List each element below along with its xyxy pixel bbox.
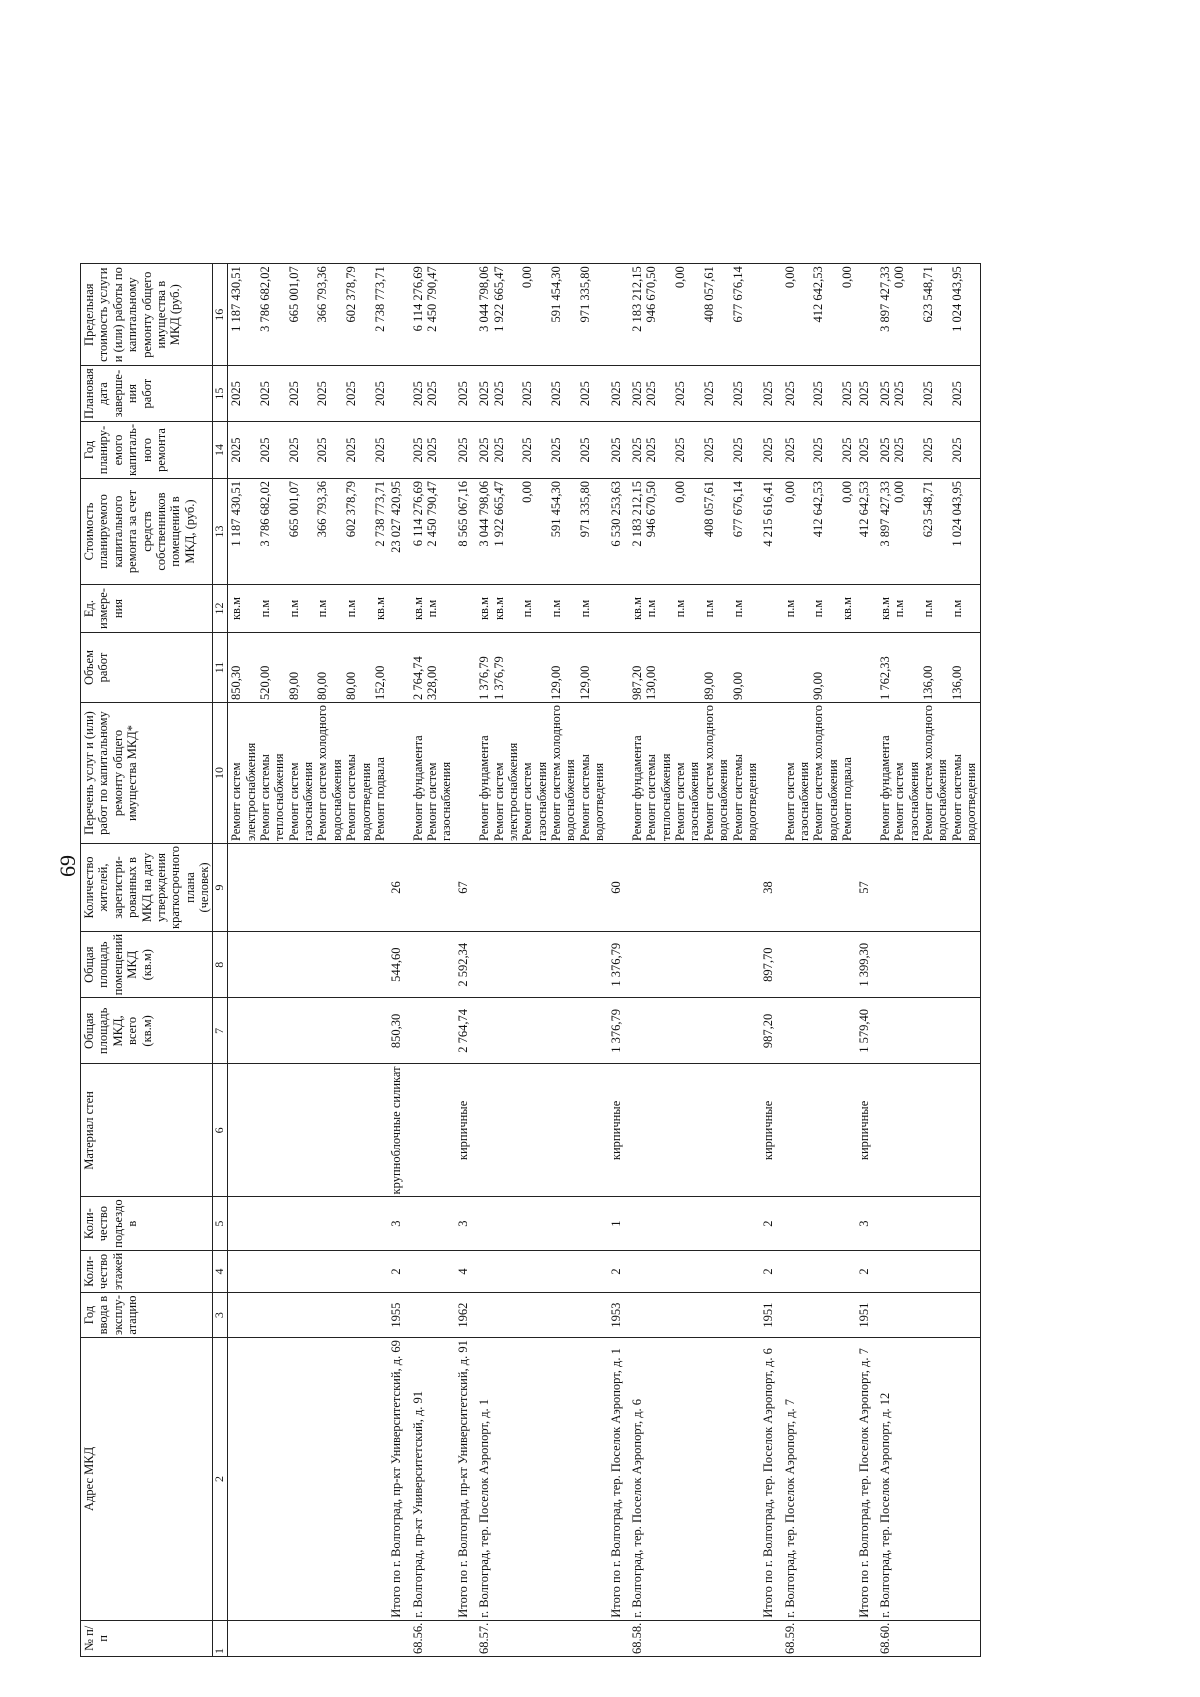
cell-floors	[476, 1250, 607, 1292]
cell-volume: 987,20 130,00 89,00 90,00	[629, 633, 760, 703]
column-header: Количество жителей, зарегистри-рованных в МКД на дату утверждения краткосрочного плана (человек)	[81, 843, 213, 931]
cell-walls: кирпичные	[455, 1064, 476, 1197]
cell-floors: 2	[608, 1250, 629, 1292]
cell-floors: 2	[760, 1250, 781, 1292]
column-header: Коли-чество подъездо в	[81, 1197, 213, 1250]
cell-volume: 1 376,79 1 376,79 129,00 129,00	[476, 633, 607, 703]
cell-entrances: 3	[388, 1197, 409, 1250]
cell-area	[410, 998, 455, 1064]
cell-unit: кв.м п.м п.м п.м п.м кв.м	[228, 585, 389, 633]
column-number: 2	[213, 1338, 228, 1621]
cell-residents	[782, 843, 856, 931]
cell-volume	[455, 633, 476, 703]
cell-entrances	[782, 1197, 856, 1250]
cell-unit	[608, 585, 629, 633]
cell-area2: 544,60	[388, 932, 409, 998]
cell-volume	[760, 633, 781, 703]
cell-entrances: 3	[455, 1197, 476, 1250]
column-number: 9	[213, 843, 228, 931]
cell-year: 1953	[608, 1293, 629, 1338]
column-header: Год ввода в эксплу-атацию	[81, 1293, 213, 1338]
cell-works	[455, 703, 476, 844]
column-header: Перечень услуг и (или) работ по капитальному ремонту общего имущества МКД*	[81, 703, 213, 844]
cell-address: г. Волгоград, тер. Поселок Аэропорт, д. 7	[782, 1338, 856, 1621]
cell-unit: кв.м п.м п.м п.м п.м	[629, 585, 760, 633]
cell-volume: 90,00	[782, 633, 856, 703]
cell-walls: кирпичные	[608, 1064, 629, 1197]
column-header: Год планиру-емого капиталь-ного ремонта	[81, 422, 213, 479]
cell-no: 68.60.	[877, 1620, 980, 1656]
cell-area2: 897,70	[760, 932, 781, 998]
cell-plan-year: 2025 2025 2025 2025 2025	[476, 422, 607, 479]
cell-plan-year: 2025	[760, 422, 781, 479]
cell-plan-year: 2025 2025 2025 2025	[877, 422, 980, 479]
cell-residents: 26	[388, 843, 409, 931]
cell-limit: 0,00 412 642,53 0,00	[782, 264, 856, 366]
cell-year: 1955	[388, 1293, 409, 1338]
cell-cost: 0,00 412 642,53 0,00	[782, 479, 856, 585]
cell-no: 68.57.	[476, 1620, 607, 1656]
cell-entrances	[629, 1197, 760, 1250]
cell-address: г. Волгоград, тер. Поселок Аэропорт, д. 12	[877, 1338, 980, 1621]
table-row	[388, 264, 409, 1657]
cell-limit: 1 187 430,51 3 786 682,02 665 001,07 366 793,36 602 378,79 2 738 773,71	[228, 264, 389, 366]
column-number: 14	[213, 422, 228, 479]
cell-unit: п.м п.м кв.м	[782, 585, 856, 633]
column-number: 3	[213, 1293, 228, 1338]
cell-plan-year: 2025	[455, 422, 476, 479]
cell-works: Ремонт фундамента Ремонт системы теплоснабжения Ремонт систем газоснабжения Ремонт систем холодного водоснабжения Ремонт системы водоотведения	[629, 703, 760, 844]
cell-volume: 1 762,33 136,00 136,00	[877, 633, 980, 703]
table-row	[877, 264, 980, 1657]
cell-area: 1 579,40	[856, 998, 877, 1064]
cell-area2	[877, 932, 980, 998]
cell-floors	[629, 1250, 760, 1292]
table-row	[782, 264, 856, 1657]
cell-area2	[410, 932, 455, 998]
cell-cost: 6 114 276,69 2 450 790,47	[410, 479, 455, 585]
cell-residents	[228, 843, 389, 931]
cell-year: 1951	[760, 1293, 781, 1338]
cell-limit	[608, 264, 629, 366]
cell-address: Итого по г. Волгоград, пр-кт Университетский, д. 91	[455, 1338, 476, 1621]
cell-limit: 3 897 427,33 0,00 623 548,71 1 024 043,95	[877, 264, 980, 366]
cell-floors: 2	[388, 1250, 409, 1292]
column-number: 4	[213, 1250, 228, 1292]
cell-residents: 38	[760, 843, 781, 931]
cell-cost: 3 044 798,06 1 922 665,47 0,00 591 454,30 971 335,80	[476, 479, 607, 585]
cell-works: Ремонт фундамента Ремонт систем газоснабжения	[410, 703, 455, 844]
cell-works	[760, 703, 781, 844]
cell-plan-year	[388, 422, 409, 479]
column-header: Общая площадь МКД, всего (кв.м)	[81, 998, 213, 1064]
column-number: 16	[213, 264, 228, 366]
cell-no	[760, 1620, 781, 1656]
cell-plan-year: 2025 2025	[410, 422, 455, 479]
table-row	[476, 264, 607, 1657]
column-number-row	[213, 264, 228, 1657]
column-number: 8	[213, 932, 228, 998]
column-header: Стоимость планируемого капитального ремонта за счет средств собственников помещений в МКД, (руб.)	[81, 479, 213, 585]
cell-limit	[388, 264, 409, 366]
cell-address: Итого по г. Волгоград, тер. Поселок Аэропорт, д. 6	[760, 1338, 781, 1621]
cell-no	[608, 1620, 629, 1656]
column-header: Плановая дата заверше-ния работ	[81, 366, 213, 422]
cell-address: г. Волгоград, тер. Поселок Аэропорт, д. 6	[629, 1338, 760, 1621]
column-header: Предельная стоимость услуги и (или) работы по капитальному ремонту общего имущества в МКД (руб.)	[81, 264, 213, 366]
cell-residents	[476, 843, 607, 931]
cell-entrances	[877, 1197, 980, 1250]
cell-area	[877, 998, 980, 1064]
cell-area	[782, 998, 856, 1064]
cell-limit: 2 183 212,15 946 670,50 0,00 408 057,61 677 676,14	[629, 264, 760, 366]
cell-end-date: 2025 2025 2025 2025 2025 2025	[228, 366, 389, 422]
cell-volume	[608, 633, 629, 703]
cell-works	[388, 703, 409, 844]
cell-residents: 67	[455, 843, 476, 931]
repair-plan-table	[80, 263, 981, 1657]
cell-address: г. Волгоград, тер. Поселок Аэропорт, д. 1	[476, 1338, 607, 1621]
cell-end-date: 2025	[455, 366, 476, 422]
column-number: 15	[213, 366, 228, 422]
column-number: 5	[213, 1197, 228, 1250]
cell-area2: 1 376,79	[608, 932, 629, 998]
cell-walls	[782, 1064, 856, 1197]
table-body	[228, 264, 980, 1657]
cell-floors: 4	[455, 1250, 476, 1292]
cell-works	[856, 703, 877, 844]
cell-area2	[228, 932, 389, 998]
column-header: Адрес МКД	[81, 1338, 213, 1621]
cell-limit: 6 114 276,69 2 450 790,47	[410, 264, 455, 366]
page-number: 69	[55, 855, 80, 877]
cell-end-date: 2025	[856, 366, 877, 422]
cell-address: Итого по г. Волгоград, пр-кт Университетский, д. 69	[388, 1338, 409, 1621]
table-row	[608, 264, 629, 1657]
cell-area2	[629, 932, 760, 998]
cell-limit	[856, 264, 877, 366]
cell-unit	[388, 585, 409, 633]
cell-end-date: 2025 2025 2025 2025 2025	[629, 366, 760, 422]
cell-year	[782, 1293, 856, 1338]
cell-end-date: 2025	[760, 366, 781, 422]
cell-floors	[228, 1250, 389, 1292]
cell-walls	[629, 1064, 760, 1197]
cell-address: Итого по г. Волгоград, тер. Поселок Аэропорт, д. 1	[608, 1338, 629, 1621]
cell-entrances	[228, 1197, 389, 1250]
cell-area	[476, 998, 607, 1064]
cell-cost: 3 897 427,33 0,00 623 548,71 1 024 043,95	[877, 479, 980, 585]
cell-residents: 60	[608, 843, 629, 931]
cell-walls	[877, 1064, 980, 1197]
cell-walls	[410, 1064, 455, 1197]
cell-volume: 2 764,74 328,00	[410, 633, 455, 703]
cell-area: 2 764,74	[455, 998, 476, 1064]
cell-works: Ремонт систем газоснабжения Ремонт систем холодного водоснабжения Ремонт подвала	[782, 703, 856, 844]
cell-floors	[782, 1250, 856, 1292]
cell-no	[228, 1620, 389, 1656]
column-number: 7	[213, 998, 228, 1064]
cell-cost: 4 215 616,41	[760, 479, 781, 585]
cell-plan-year: 2025 2025 2025	[782, 422, 856, 479]
cell-cost: 23 027 420,95	[388, 479, 409, 585]
column-header: Объем работ	[81, 633, 213, 703]
cell-no	[388, 1620, 409, 1656]
cell-plan-year: 2025	[856, 422, 877, 479]
cell-floors	[410, 1250, 455, 1292]
column-number: 12	[213, 585, 228, 633]
column-number: 1	[213, 1620, 228, 1656]
cell-walls: крупноблочные силикат	[388, 1064, 409, 1197]
header-row	[81, 264, 213, 1657]
cell-walls: кирпичные	[856, 1064, 877, 1197]
cell-year: 1962	[455, 1293, 476, 1338]
cell-residents	[629, 843, 760, 931]
cell-residents: 57	[856, 843, 877, 931]
cell-volume	[388, 633, 409, 703]
cell-cost: 6 530 253,63	[608, 479, 629, 585]
cell-works: Ремонт систем электроснабжения Ремонт системы теплоснабжения Ремонт систем газоснабжения Ремонт систем холодного водоснабжения Ремонт системы водоотведения Ремонт подвала	[228, 703, 389, 844]
table-row	[228, 264, 389, 1657]
table-row	[410, 264, 455, 1657]
cell-address: Итого по г. Волгоград, тер. Поселок Аэропорт, д. 7	[856, 1338, 877, 1621]
cell-residents	[877, 843, 980, 931]
column-header: Коли-чество этажей	[81, 1250, 213, 1292]
cell-volume	[856, 633, 877, 703]
cell-end-date: 2025 2025	[410, 366, 455, 422]
column-number: 6	[213, 1064, 228, 1197]
cell-walls	[476, 1064, 607, 1197]
cell-cost: 1 187 430,51 3 786 682,02 665 001,07 366 793,36 602 378,79 2 738 773,71	[228, 479, 389, 585]
cell-entrances	[410, 1197, 455, 1250]
cell-residents	[410, 843, 455, 931]
cell-walls	[228, 1064, 389, 1197]
cell-works	[608, 703, 629, 844]
cell-unit	[856, 585, 877, 633]
cell-unit	[760, 585, 781, 633]
cell-end-date: 2025 2025 2025	[782, 366, 856, 422]
column-number: 10	[213, 703, 228, 844]
cell-limit	[455, 264, 476, 366]
cell-cost: 8 565 067,16	[455, 479, 476, 585]
column-header: Материал стен	[81, 1064, 213, 1197]
cell-volume: 850,30 520,00 89,00 80,00 80,00 152,00	[228, 633, 389, 703]
cell-year	[476, 1293, 607, 1338]
column-number: 13	[213, 479, 228, 585]
cell-year	[877, 1293, 980, 1338]
cell-area: 850,30	[388, 998, 409, 1064]
cell-address: г. Волгоград, пр-кт Университетский, д. 91	[410, 1338, 455, 1621]
cell-cost: 2 183 212,15 946 670,50 0,00 408 057,61 677 676,14	[629, 479, 760, 585]
cell-end-date	[388, 366, 409, 422]
cell-floors	[877, 1250, 980, 1292]
cell-walls: кирпичные	[760, 1064, 781, 1197]
cell-works: Ремонт фундамента Ремонт систем электроснабжения Ремонт систем газоснабжения Ремонт систем холодного водоснабжения Ремонт системы водоотведения	[476, 703, 607, 844]
column-header: № п/п	[81, 1620, 213, 1656]
cell-entrances: 2	[760, 1197, 781, 1250]
cell-area: 987,20	[760, 998, 781, 1064]
cell-no: 68.58.	[629, 1620, 760, 1656]
cell-year	[629, 1293, 760, 1338]
cell-area	[629, 998, 760, 1064]
cell-cost: 412 642,53	[856, 479, 877, 585]
cell-limit: 3 044 798,06 1 922 665,47 0,00 591 454,30 971 335,80	[476, 264, 607, 366]
column-number: 11	[213, 633, 228, 703]
cell-unit: кв.м п.м п.м п.м	[877, 585, 980, 633]
cell-plan-year: 2025 2025 2025 2025 2025	[629, 422, 760, 479]
cell-floors: 2	[856, 1250, 877, 1292]
table-row	[629, 264, 760, 1657]
cell-plan-year: 2025 2025 2025 2025 2025 2025	[228, 422, 389, 479]
column-header: Общая площадь помещений МКД (кв.м)	[81, 932, 213, 998]
cell-area	[228, 998, 389, 1064]
cell-plan-year: 2025	[608, 422, 629, 479]
cell-unit: кв.м кв.м п.м п.м п.м	[476, 585, 607, 633]
cell-area2	[782, 932, 856, 998]
cell-end-date: 2025 2025 2025 2025	[877, 366, 980, 422]
cell-area2	[476, 932, 607, 998]
cell-unit: кв.м п.м	[410, 585, 455, 633]
cell-area2: 2 592,34	[455, 932, 476, 998]
table-row	[856, 264, 877, 1657]
cell-no: 68.56.	[410, 1620, 455, 1656]
cell-end-date: 2025 2025 2025 2025 2025	[476, 366, 607, 422]
column-header: Ед. измере-ния	[81, 585, 213, 633]
cell-limit	[760, 264, 781, 366]
cell-no	[856, 1620, 877, 1656]
table-row	[455, 264, 476, 1657]
cell-unit	[455, 585, 476, 633]
cell-area: 1 376,79	[608, 998, 629, 1064]
cell-area2: 1 399,30	[856, 932, 877, 998]
cell-address	[228, 1338, 389, 1621]
table-row	[760, 264, 781, 1657]
cell-year: 1951	[856, 1293, 877, 1338]
cell-entrances: 3	[856, 1197, 877, 1250]
cell-no	[455, 1620, 476, 1656]
cell-entrances	[476, 1197, 607, 1250]
cell-entrances: 1	[608, 1197, 629, 1250]
cell-year	[228, 1293, 389, 1338]
cell-no: 68.59.	[782, 1620, 856, 1656]
cell-works: Ремонт фундамента Ремонт систем газоснабжения Ремонт систем холодного водоснабжения Ремонт системы водоотведения	[877, 703, 980, 844]
cell-end-date: 2025	[608, 366, 629, 422]
cell-year	[410, 1293, 455, 1338]
